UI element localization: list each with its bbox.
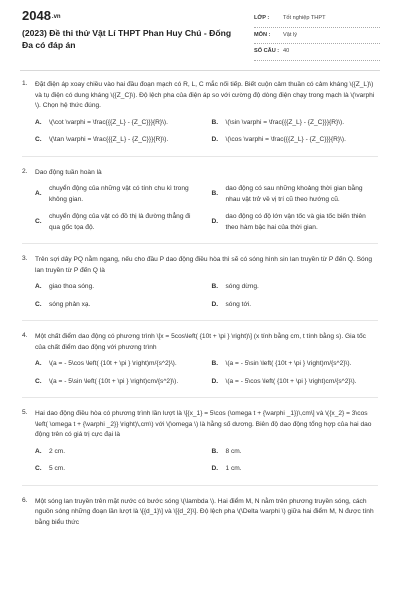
option-text: \(\tan \varphi = \frac{{{Z_L} - {Z_C}}}{R}\). bbox=[49, 136, 169, 143]
answer-option-c[interactable] bbox=[35, 464, 202, 475]
question-text: Đặt điện áp xoay chiều vào hai đầu đoạn mạch có R, L, C mắc nối tiếp. Biết cuộn cảm thuần có cảm kháng \({Z_L}\) và tụ điện có dung kháng \({Z_C}\). Độ lệch pha của điện áp so với cường độ dòng điện chạy trong mạch là \(\varphi \). Chọn hệ thức đúng. bbox=[35, 81, 375, 109]
answer-options bbox=[35, 118, 378, 146]
option-letter: A. bbox=[35, 360, 42, 367]
answer-option-c[interactable] bbox=[35, 300, 202, 311]
option-letter: B. bbox=[211, 118, 219, 126]
answer-option-c[interactable] bbox=[35, 377, 202, 388]
meta-label: MÔN : bbox=[254, 31, 271, 38]
answer-option-d[interactable] bbox=[212, 300, 379, 311]
meta-row-count bbox=[254, 45, 380, 61]
answer-option-a[interactable] bbox=[35, 118, 202, 129]
option-text: 5 cm. bbox=[49, 465, 66, 472]
meta-value: Vật lý bbox=[283, 31, 297, 38]
option-letter: B. bbox=[211, 190, 219, 198]
header-divider bbox=[20, 70, 380, 71]
option-letter: C. bbox=[35, 300, 42, 308]
option-text: 2 cm. bbox=[49, 447, 66, 455]
answer-option-d[interactable] bbox=[212, 212, 379, 233]
option-text: 8 cm. bbox=[225, 447, 242, 455]
question-number: 6. bbox=[22, 496, 28, 504]
option-letter: A. bbox=[35, 190, 42, 198]
meta-row-class bbox=[254, 12, 380, 28]
option-text: chuyển động của những vật có tính chu kì trong không gian. bbox=[49, 185, 189, 203]
question-1 bbox=[22, 80, 378, 157]
option-text: \(a = - 5\cos \left( {10t + \pi } \right)m/{s^2}\). bbox=[49, 360, 177, 367]
option-letter: C. bbox=[35, 136, 42, 143]
option-letter: D. bbox=[211, 218, 219, 226]
question-text: Một chất điểm dao động có phương trình \[x = 5cos\left( {10t + \pi } \right)\] (x tính bằng cm, t tính bằng s). Gia tốc của chất điểm dao động với phương trình bbox=[35, 333, 366, 351]
option-text: \(a = - 5\sin \left( {10t + \pi } \right)cm/{s^2}\). bbox=[49, 377, 179, 385]
question-text: Hai dao động điều hòa có phương trình lần lượt là \[{x_1} = 5\cos (\omega t + {\varphi _1})\,cm\] và \({x_2} = 3\cos \left( \omega t + {\varphi _2}} \right)\,cm\) với \(\omega \) là hằng số dương. Biên độ dao động tổng hợp của hai dao động trên có giá trị cực đại là bbox=[35, 410, 372, 438]
answer-option-a[interactable] bbox=[35, 184, 202, 205]
option-letter: A. bbox=[35, 283, 42, 290]
option-letter: D. bbox=[211, 300, 219, 308]
question-6 bbox=[22, 497, 378, 539]
question-number: 2. bbox=[22, 167, 28, 175]
question-number: 4. bbox=[22, 332, 28, 339]
meta-row-subject bbox=[254, 29, 380, 45]
answer-option-b[interactable] bbox=[212, 359, 379, 370]
answer-options bbox=[35, 282, 378, 310]
answer-option-d[interactable] bbox=[212, 135, 379, 146]
meta-value: 40 bbox=[283, 48, 290, 54]
answer-option-c[interactable] bbox=[35, 135, 202, 146]
option-text: 1 cm. bbox=[225, 465, 242, 472]
meta-value: Tốt nghiệp THPT bbox=[283, 15, 326, 21]
site-logo[interactable]: 2048.vn bbox=[22, 8, 61, 23]
question-text: Dao động tuần hoàn là bbox=[35, 168, 102, 176]
option-letter: A. bbox=[35, 447, 42, 455]
option-letter: D. bbox=[211, 136, 219, 143]
option-text: chuyển động của vật có đồ thị là đường thẳng đi qua gốc tọa độ. bbox=[49, 213, 191, 231]
option-text: \(\sin \varphi = \frac{{{Z_L} - {Z_C}}}{R}\). bbox=[225, 118, 345, 126]
option-text: giao thoa sóng. bbox=[49, 283, 95, 290]
question-5 bbox=[22, 409, 378, 486]
answer-option-b[interactable] bbox=[212, 447, 379, 458]
option-text: \(a = - 5\cos \left( {10t + \pi } \right)cm/{s^2}\). bbox=[225, 377, 357, 385]
option-letter: B. bbox=[211, 360, 219, 367]
option-letter: C. bbox=[35, 377, 42, 385]
option-letter: B. bbox=[211, 283, 219, 290]
question-number: 3. bbox=[22, 255, 28, 262]
option-letter: D. bbox=[211, 465, 219, 472]
option-text: \(a = - 5\sin \left( {10t + \pi } \right)m/{s^2}\). bbox=[225, 360, 352, 367]
option-text: sóng dừng. bbox=[225, 283, 259, 290]
page-title: (2023) Đề thi thử Vật Lí THPT Phan Huy Chú - Đống Đa có đáp án bbox=[22, 28, 232, 50]
meta-label: LỚP : bbox=[254, 15, 270, 21]
question-list bbox=[0, 80, 400, 549]
exam-meta bbox=[254, 12, 380, 62]
option-text: sóng phản xạ. bbox=[49, 300, 91, 308]
option-text: dao động có sau những khoảng thời gian bằng nhau vật trở về vị trí cũ theo hướng cũ. bbox=[225, 185, 363, 203]
question-number: 1. bbox=[22, 80, 28, 87]
option-text: \(\cos \varphi = \frac{{{Z_L} - {Z_C}}}{R}\). bbox=[225, 136, 346, 143]
question-text: Một sóng lan truyền trên mặt nước có bước sóng \(\lambda \). Hai điểm M, N nằm trên phương truyền sóng, cách nguồn sóng những đoạn lần lượt là \[{d_1}\] và \[{d_2}\]. Độ lệch pha \(\Delta \varphi \) giữa hai điểm M, N được tính bằng biểu thức bbox=[35, 497, 374, 526]
answer-option-a[interactable] bbox=[35, 282, 202, 293]
answer-option-b[interactable] bbox=[212, 282, 379, 293]
answer-options bbox=[35, 184, 378, 233]
answer-options bbox=[35, 359, 378, 387]
answer-option-d[interactable] bbox=[212, 377, 379, 388]
meta-label: SỐ CÂU : bbox=[254, 48, 280, 54]
answer-option-c[interactable] bbox=[35, 212, 202, 233]
answer-option-a[interactable] bbox=[35, 359, 202, 370]
question-2 bbox=[22, 168, 378, 245]
answer-option-b[interactable] bbox=[212, 118, 379, 129]
option-letter: C. bbox=[35, 465, 42, 472]
header bbox=[0, 0, 400, 66]
answer-options bbox=[35, 447, 378, 475]
question-4 bbox=[22, 332, 378, 398]
option-letter: A. bbox=[35, 118, 42, 126]
option-text: sóng tới. bbox=[225, 300, 252, 308]
question-3 bbox=[22, 255, 378, 321]
answer-option-a[interactable] bbox=[35, 447, 202, 458]
option-letter: B. bbox=[211, 447, 219, 455]
option-letter: C. bbox=[35, 218, 42, 226]
option-letter: D. bbox=[211, 377, 219, 385]
question-text: Trên sợi dây PQ nằm ngang, nếu cho đầu P dao động điều hòa thì sẽ có sóng hình sin lan truyền từ P đến Q. Sóng lan truyền từ P đến Q là bbox=[35, 256, 373, 274]
answer-option-b[interactable] bbox=[212, 184, 379, 205]
option-text: \(\cot \varphi = \frac{{{Z_L} - {Z_C}}}{R}\). bbox=[49, 118, 168, 126]
question-number: 5. bbox=[22, 409, 28, 416]
answer-option-d[interactable] bbox=[212, 464, 379, 475]
option-text: dao động có độ lớn vận tốc và gia tốc biến thiên theo hàm bậc hai của thời gian. bbox=[225, 213, 366, 231]
